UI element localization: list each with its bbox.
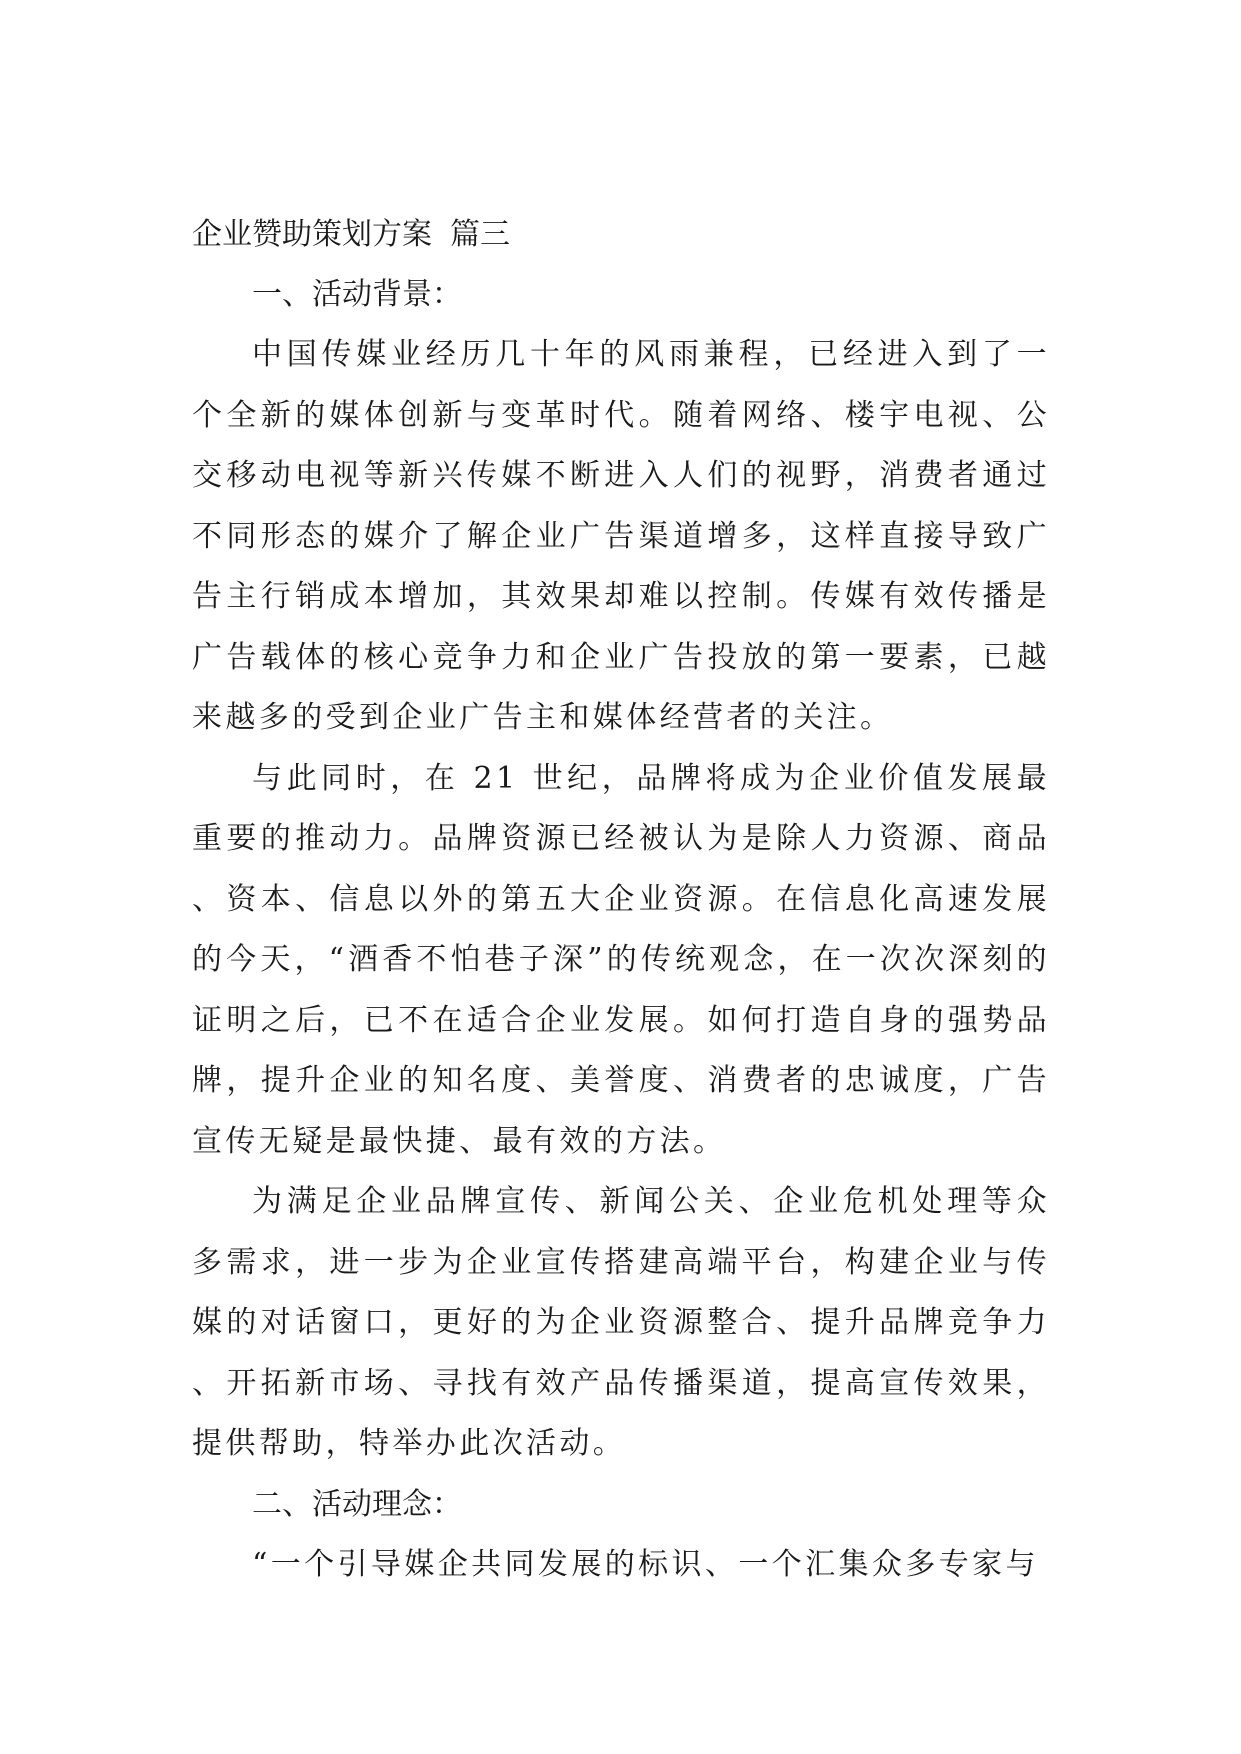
section-heading-philosophy: 二、活动理念： xyxy=(252,1486,462,1522)
paragraph-event-purpose: 为满足企业品牌宣传、新闻公关、企业危机处理等众多需求，进一步为企业宣传搭建高端平台，构建企业与传媒的对话窗口，更好的为企业资源整合、提升品牌竞争力、开拓新市场、寻找有效产品传播渠道，提高宣传效果，提供帮助，特举办此次活动。 xyxy=(192,1184,1050,1461)
document-page xyxy=(192,205,1050,1595)
title-suffix: 篇三 xyxy=(450,217,510,252)
document-title xyxy=(192,205,1050,265)
title-main: 企业赞助策划方案 xyxy=(192,217,432,252)
section-heading-background: 一、活动背景： xyxy=(252,277,462,312)
paragraph-philosophy-start: “一个引导媒企共同发展的标识、一个汇集众多专家与 xyxy=(252,1546,1039,1582)
paragraph-brand-importance: 与此同时，在 21 世纪，品牌将成为企业价值发展最重要的推动力。品牌资源已经被认为是除人力资源、商品、资本、信息以外的第五大企业资源。在信息化高速发展的今天，“酒香不怕巷子深”的传统观念，在一次次深刻的证明之后，已不在适合企业发展。如何打造自身的强势品牌，提升企业的知名度、美誉度、消费者的忠诚度，广告宣传无疑是最快捷、最有效的方法。 xyxy=(192,760,1050,1159)
paragraph-industry-background: 中国传媒业经历几十年的风雨兼程，已经进入到了一个全新的媒体创新与变革时代。随着网络、楼宇电视、公交移动电视等新兴传媒不断进入人们的视野，消费者通过不同形态的媒介了解企业广告渠道增多，这样直接导致广告主行销成本增加，其效果却难以控制。传媒有效传播是广告载体的核心竞争力和企业广告投放的第一要素，已越来越多的受到企业广告主和媒体经营者的关注。 xyxy=(192,337,1050,735)
